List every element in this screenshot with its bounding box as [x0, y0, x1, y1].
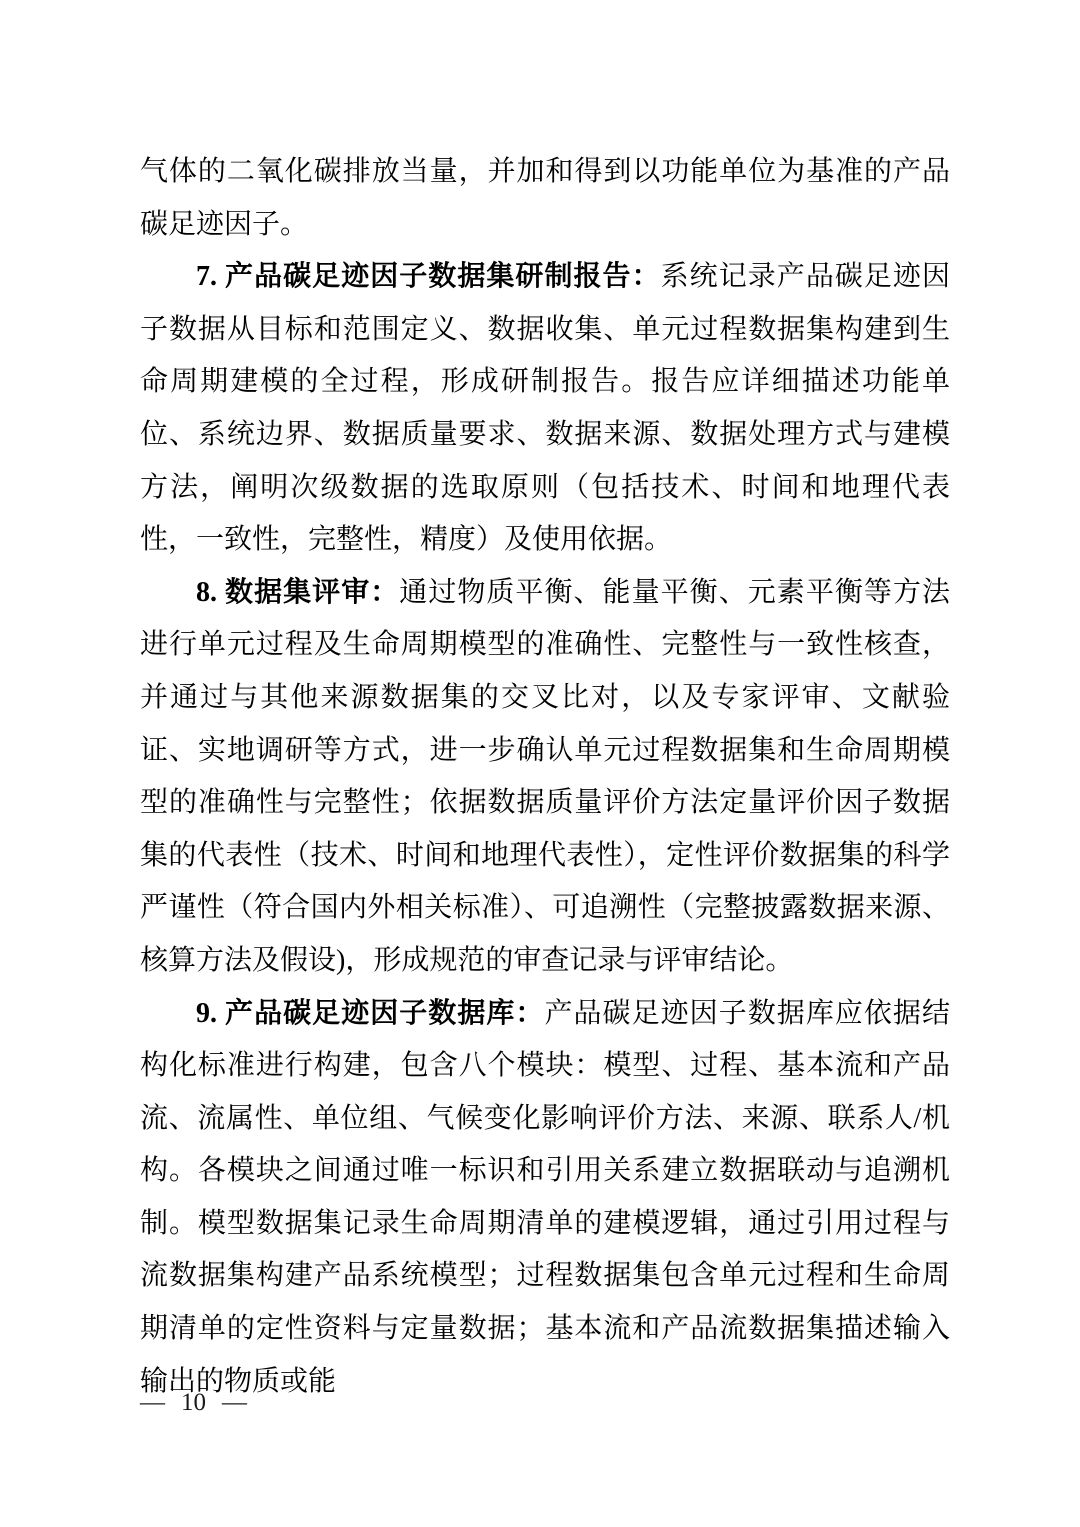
paragraph-continuation [140, 146, 950, 251]
paragraph-heading: 8. 数据集评审： [196, 576, 400, 608]
page-number: 10 [181, 1389, 206, 1416]
paragraph-item-9 [140, 988, 950, 1409]
paragraph-text: 通过物质平衡、能量平衡、元素平衡等方法进行单元过程及生命周期模型的准确性、完整性与一致性核查，并通过与其他来源数据集的交叉比对，以及专家评审、文献验证、实地调研等方式，进一步确认单元过程数据集和生命周期模型的准确性与完整性；依据数据质量评价方法定量评价因子数据集的代表性（技术、时间和地理代表性），定性评价数据集的科学严谨性（符合国内外相关标准）、可追溯性（完整披露数据来源、核算方法及假设)，形成规范的审查记录与评审结论。 [140, 576, 950, 976]
paragraph-text: 产品碳足迹因子数据库应依据结构化标准进行构建，包含八个模块：模型、过程、基本流和产品流、流属性、单位组、气候变化影响评价方法、来源、联系人/机构。各模块之间通过唯一标识和引用关系建立数据联动与追溯机制。模型数据集记录生命周期清单的建模逻辑，通过引用过程与流数据集构建产品系统模型；过程数据集包含单元过程和生命周期清单的定性资料与定量数据；基本流和产品流数据集描述输入输出的物质或能 [140, 997, 950, 1397]
paragraph-text: 系统记录产品碳足迹因子数据从目标和范围定义、数据收集、单元过程数据集构建到生命周期建模的全过程，形成研制报告。报告应详细描述功能单位、系统边界、数据质量要求、数据来源、数据处理方式与建模方法，阐明次级数据的选取原则（包括技术、时间和地理代表性，一致性，完整性，精度）及使用依据。 [140, 261, 950, 556]
paragraph-text: 气体的二氧化碳排放当量，并加和得到以功能单位为基准的产品碳足迹因子。 [140, 156, 950, 240]
paragraph-heading: 9. 产品碳足迹因子数据库： [196, 997, 545, 1029]
paragraph-heading: 7. 产品碳足迹因子数据集研制报告： [196, 261, 661, 293]
paragraph-item-7 [140, 251, 950, 567]
document-body [140, 146, 950, 1408]
footer-right-dash: — [222, 1389, 247, 1416]
page-footer [140, 1388, 247, 1418]
paragraph-item-8 [140, 567, 950, 988]
footer-left-dash: — [140, 1389, 165, 1416]
